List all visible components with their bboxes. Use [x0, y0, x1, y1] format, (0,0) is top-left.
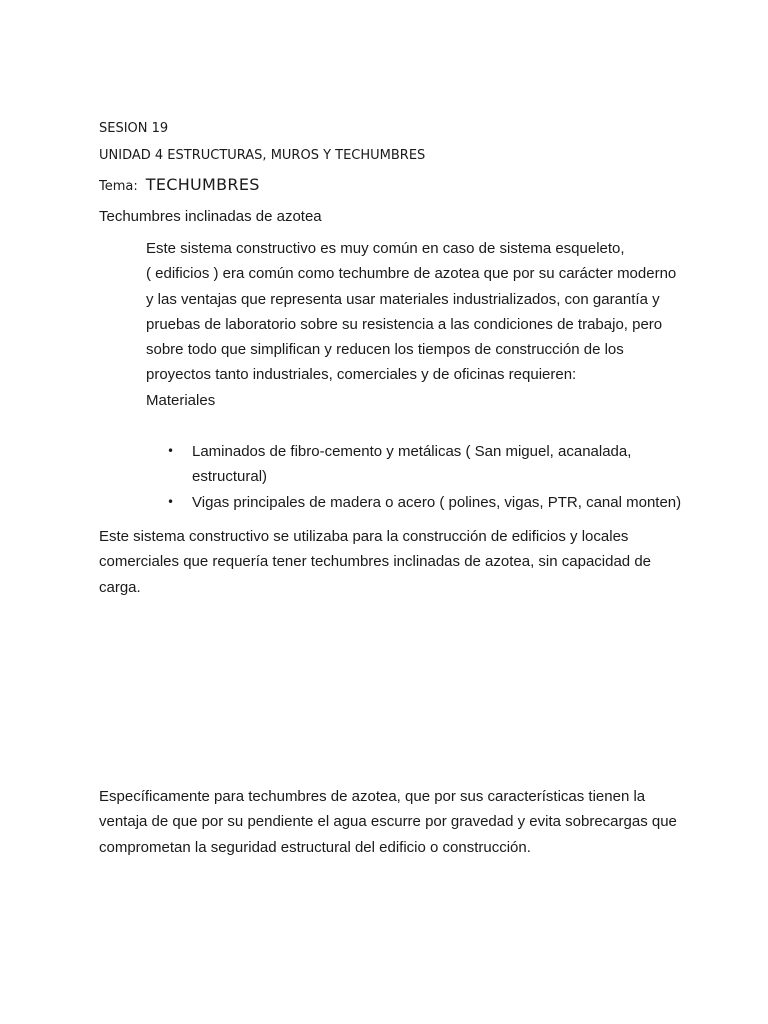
bullet-icon: •	[167, 494, 175, 509]
session-heading: SESION 19	[99, 121, 169, 136]
intro-line: y las ventajas que representa usar materiales industrializados, con garantía y	[146, 290, 660, 308]
specific-line: Específicamente para techumbres de azotea, que por sus características tienen la	[99, 788, 646, 805]
specific-line: comprometan la seguridad estructural del edificio o construcción.	[99, 838, 531, 856]
intro-line: Este sistema constructivo es muy común en caso de sistema esqueleto,	[146, 240, 625, 257]
usage-line: Este sistema constructivo se utilizaba para la construcción de edificios y locales	[99, 528, 629, 545]
specific-paragraph	[99, 784, 709, 860]
list-item	[146, 490, 706, 515]
intro-line: sobre todo que simplifican y reducen los tiempos de construcción de los	[146, 341, 624, 359]
list-item-text: Vigas principales de madera o acero ( polines, vigas, PTR, canal monten)	[192, 493, 682, 511]
usage-paragraph	[99, 524, 709, 600]
topic-label: Tema:	[99, 179, 138, 194]
list-item-text: Laminados de fibro-cemento y metálicas ( San miguel, acanalada,	[192, 443, 632, 460]
unit-heading: UNIDAD 4 ESTRUCTURAS, MUROS Y TECHUMBRES	[99, 148, 426, 163]
list-item	[146, 439, 706, 490]
intro-paragraph	[146, 236, 706, 413]
intro-line: ( edificios ) era común como techumbre de azotea que por su carácter moderno	[146, 265, 677, 283]
topic-line	[99, 175, 260, 194]
bullet-icon: •	[167, 444, 175, 458]
intro-line: proyectos tanto industriales, comerciales y de oficinas requieren:	[146, 366, 577, 384]
materials-heading: Materiales	[146, 391, 216, 409]
usage-line: comerciales que requería tener techumbres inclinadas de azotea, sin capacidad de	[99, 553, 651, 571]
usage-line: carga.	[99, 578, 141, 596]
list-item-text-continued: estructural)	[192, 468, 268, 486]
materials-list	[146, 439, 706, 515]
specific-line: ventaja de que por su pendiente el agua escurre por gravedad y evita sobrecargas que	[99, 813, 677, 831]
intro-line: pruebas de laboratorio sobre su resistencia a las condiciones de trabajo, pero	[146, 315, 663, 333]
section-subtitle: Techumbres inclinadas de azotea	[99, 208, 322, 225]
topic-title: TECHUMBRES	[145, 175, 260, 194]
